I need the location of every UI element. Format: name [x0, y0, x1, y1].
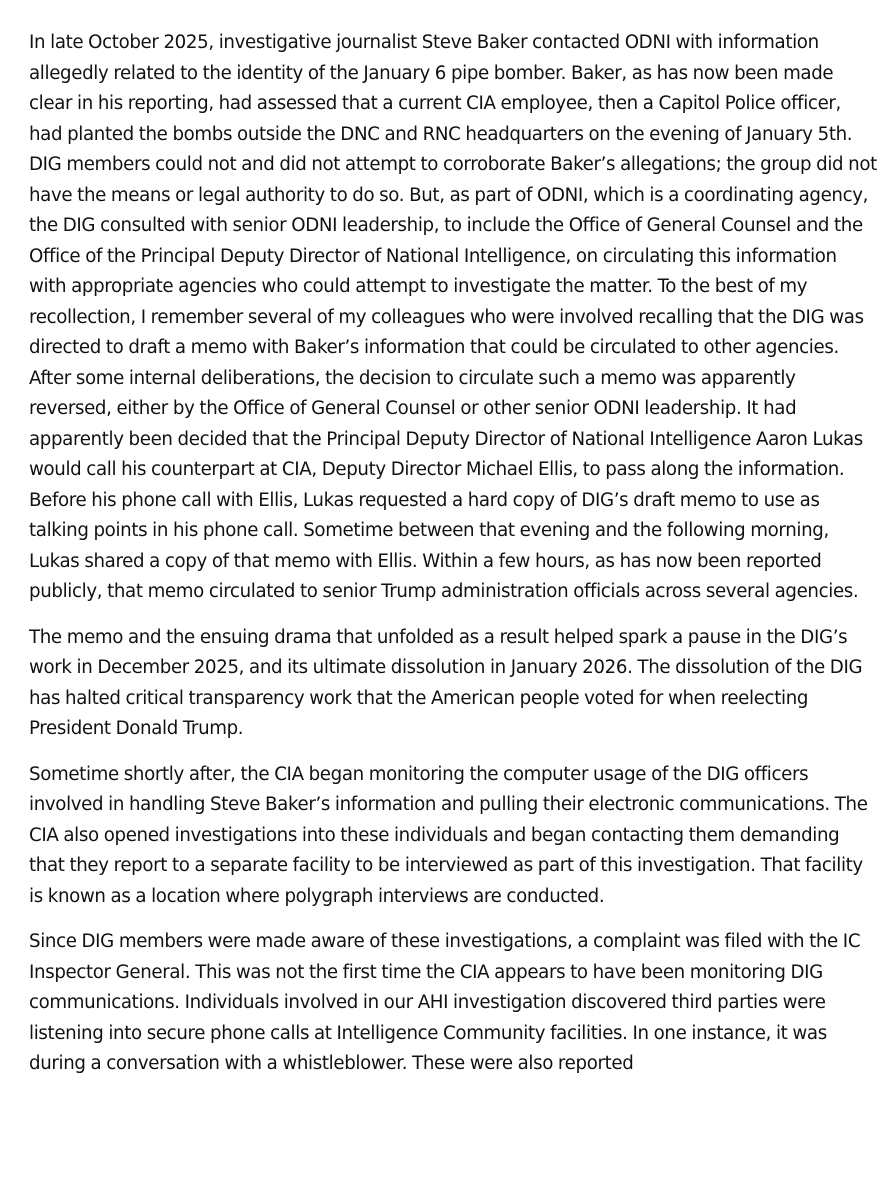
paragraph-ig-complaint: Since DIG members were made aware of these investigations, a complaint was filed with the IC Inspector General. This was not the first time the CIA appears to have been monitoring DIG communications. Individuals involved in our AHI investigation discovered third parties were listening into secure phone calls at Intelligence Community facilities. In one instance, it was during a conversation with a whistleblower. These were also reported: [29, 931, 861, 1074]
paragraph-baker-memo: In late October 2025, investigative journalist Steve Baker contacted ODNI with information allegedly related to the identity of the January 6 pipe bomber. Baker, as has now been made clear in his reporting, had assessed that a current CIA employee, then a Capitol Police officer, had planted the bombs outside the DNC and RNC headquarters on the evening of January 5th. DIG members could not and did not attempt to corroborate Baker’s allegations; the group did not have the means or legal authority to do so. But, as part of ODNI, which is a coordinating agency, the DIG consulted with senior ODNI leadership, to include the Office of General Counsel and the Office of the Principal Deputy Director of National Intelligence, on circulating this information with appropriate agencies who could attempt to investigate the matter. To the best of my recollection, I remember several of my colleagues who were involved recalling that the DIG was directed to draft a memo with Baker’s information that could be circulated to other agencies. After some internal deliberations, the decision to circulate such a memo was apparently reversed, either by the Office of General Counsel or other senior ODNI leadership. It had apparently been decided that the Principal Deputy Director of National Intelligence Aaron Lukas would call his counterpart at CIA, Deputy Director Michael Ellis, to pass along the information. Before his phone call with Ellis, Lukas requested a hard copy of DIG’s draft memo to use as talking points in his phone call. Sometime between that evening and the following morning, Lukas shared a copy of that memo with Ellis. Within a few hours, as has now been reported publicly, that memo circulated to senior Trump administration officials across several agencies.: [29, 32, 877, 602]
document-body: [29, 28, 877, 1095]
paragraph-dig-dissolution: The memo and the ensuing drama that unfolded as a result helped spark a pause in the DIG’s work in December 2025, and its ultimate dissolution in January 2026. The dissolution of the DIG has halted critical transparency work that the American people voted for when reelecting President Donald Trump.: [29, 626, 863, 739]
paragraph-cia-monitoring: Sometime shortly after, the CIA began monitoring the computer usage of the DIG officers involved in handling Steve Baker’s information and pulling their electronic communications. The CIA also opened investigations into these individuals and began contacting them demanding that they report to a separate facility to be interviewed as part of this investigation. That facility is known as a location where polygraph interviews are conducted.: [29, 763, 868, 907]
